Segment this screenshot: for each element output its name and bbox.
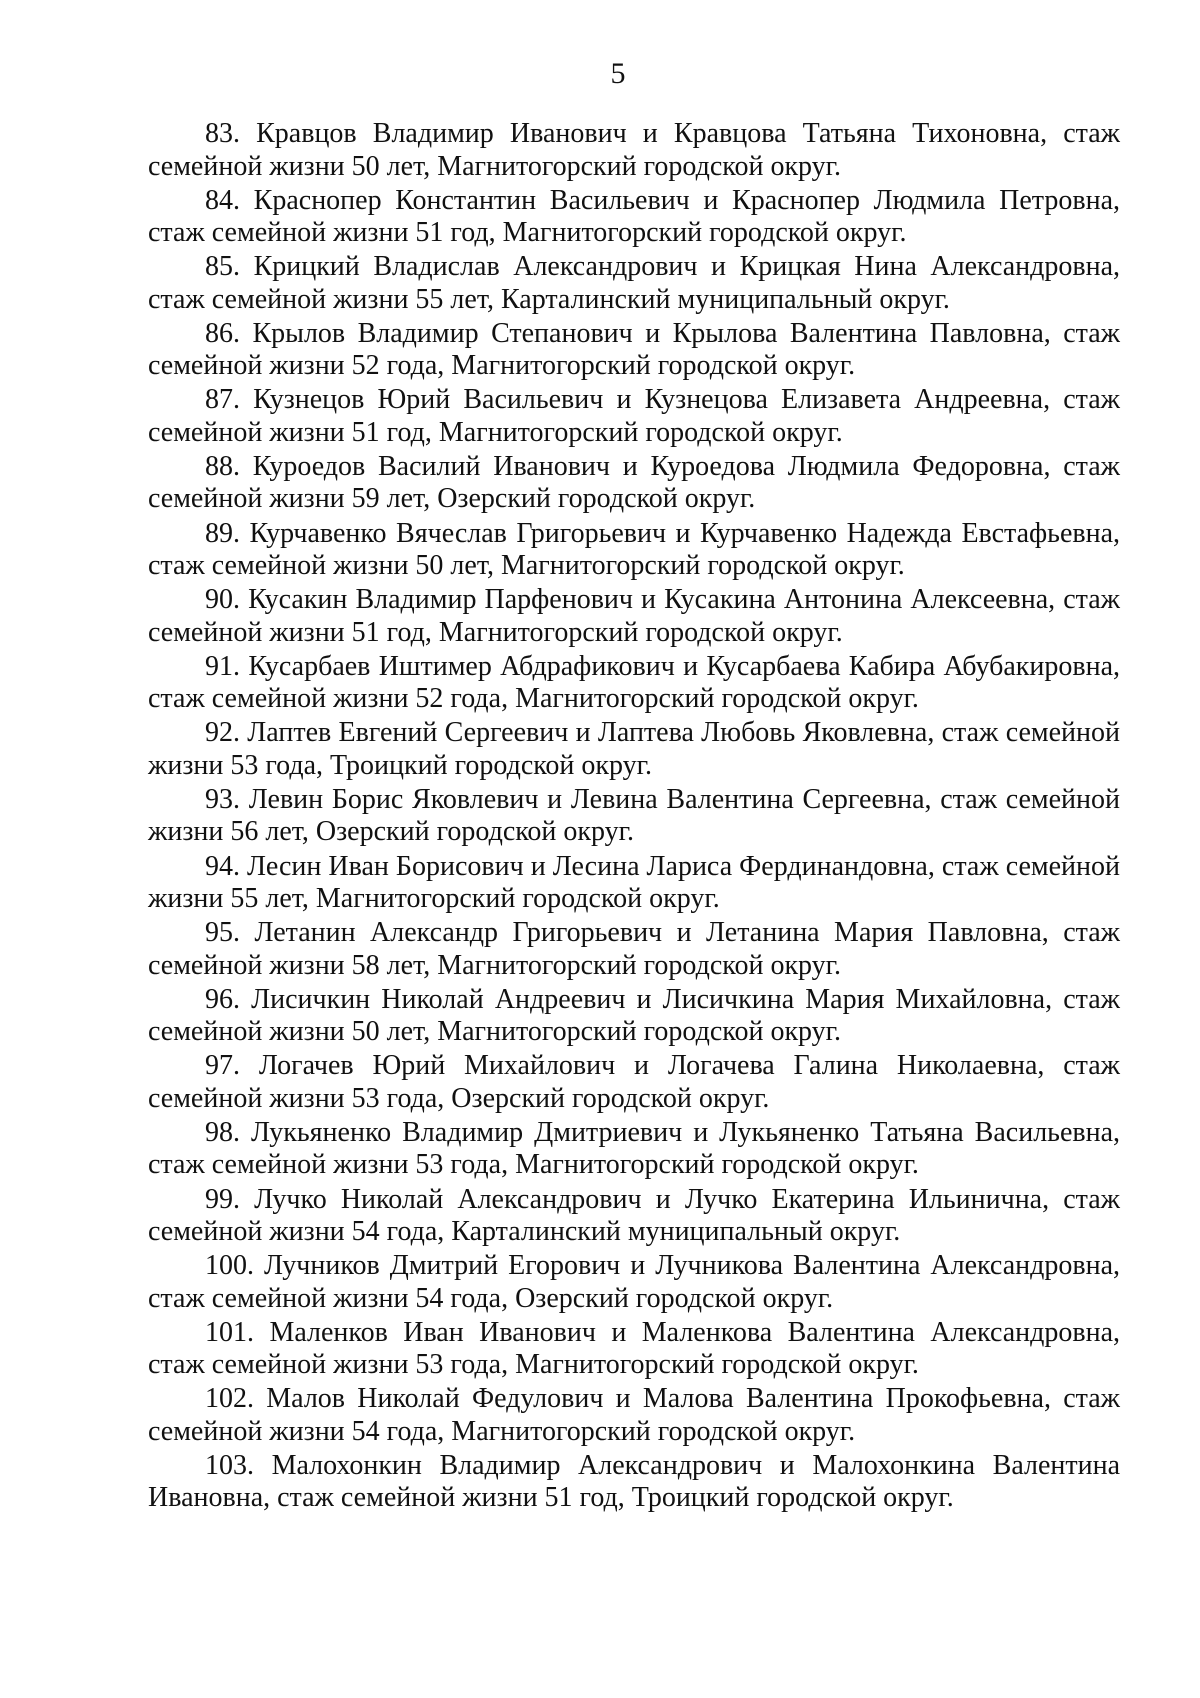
list-item-number: 99. <box>205 1183 240 1215</box>
list-item <box>148 1250 1120 1315</box>
page-number: 5 <box>610 57 626 90</box>
list-item <box>148 1317 1120 1382</box>
list-item <box>148 984 1120 1049</box>
list-item-number: 93. <box>205 783 240 815</box>
list-item <box>148 917 1120 982</box>
list-item-number: 97. <box>205 1050 240 1082</box>
list-item-number: 98. <box>205 1116 240 1148</box>
list-item-text: Летанин Александр Григорьевич и Летанина Мария Павловна, стаж семейной жизни 58 лет, Магнитогорский городской округ. <box>148 917 1120 981</box>
list-item-number: 84. <box>205 184 240 216</box>
list-item <box>148 1383 1120 1448</box>
list-item-text: Краснопер Константин Васильевич и Краснопер Людмила Петровна, стаж семейной жизни 51 год, Магнитогорский городской округ. <box>148 184 1120 249</box>
list-item <box>148 1117 1120 1182</box>
list-item <box>148 318 1120 383</box>
list-item-number: 101. <box>205 1316 254 1348</box>
list-item-number: 91. <box>205 650 240 682</box>
list-item <box>148 185 1120 250</box>
list-item-text: Лесин Иван Борисович и Лесина Лариса Фердинандовна, стаж семейной жизни 55 лет, Магнитогорский городской округ. <box>148 850 1121 915</box>
list-item-number: 100. <box>205 1250 254 1282</box>
list-item-number: 90. <box>205 584 240 616</box>
list-item <box>148 851 1120 916</box>
list-item <box>148 784 1120 849</box>
list-item-text: Маленков Иван Иванович и Маленкова Валентина Александровна, стаж семейной жизни 53 года, Магнитогорский городской округ. <box>148 1316 1121 1381</box>
list-item-text: Логачев Юрий Михайлович и Логачева Галина Николаевна, стаж семейной жизни 53 года, Озерский городской округ. <box>148 1050 1120 1114</box>
list-item-text: Лаптев Евгений Сергеевич и Лаптева Любовь Яковлевна, стаж семейной жизни 53 года, Троицкий городской округ. <box>148 717 1120 781</box>
list-item-text: Лукьяненко Владимир Дмитриевич и Лукьяненко Татьяна Васильевна, стаж семейной жизни 53 года, Магнитогорский городской округ. <box>148 1116 1121 1181</box>
list-item-number: 86. <box>205 317 240 349</box>
list-item <box>148 717 1120 782</box>
list-item <box>148 584 1120 649</box>
list-item-text: Курчавенко Вячеслав Григорьевич и Курчавенко Надежда Евстафьевна, стаж семейной жизни 50 лет, Магнитогорский городской округ. <box>148 517 1121 582</box>
list-item-number: 87. <box>205 384 240 416</box>
list-item-number: 85. <box>205 251 240 283</box>
list-item <box>148 518 1120 583</box>
list-item <box>148 451 1120 516</box>
list-item-number: 95. <box>205 917 240 949</box>
list-item <box>148 118 1120 183</box>
list-item-number: 92. <box>205 717 240 749</box>
list-item <box>148 251 1120 316</box>
list-item <box>148 651 1120 716</box>
list-item-text: Лисичкин Николай Андреевич и Лисичкина Мария Михайловна, стаж семейной жизни 50 лет, Магнитогорский городской округ. <box>148 983 1120 1048</box>
list-item-text: Кусакин Владимир Парфенович и Кусакина Антонина Алексеевна, стаж семейной жизни 51 год, Магнитогорский городской округ. <box>148 584 1121 648</box>
list-item-text: Крылов Владимир Степанович и Крылова Валентина Павловна, стаж семейной жизни 52 года, Магнитогорский городской округ. <box>148 317 1121 382</box>
list-item <box>148 1050 1120 1115</box>
list-item-text: Левин Борис Яковлевич и Левина Валентина Сергеевна, стаж семейной жизни 56 лет, Озерский городской округ. <box>148 783 1121 848</box>
list-item <box>148 1184 1120 1249</box>
list-item-text: Лучко Николай Александрович и Лучко Екатерина Ильинична, стаж семейной жизни 54 года, Карталинский муниципальный округ. <box>148 1183 1121 1247</box>
award-list <box>148 118 1120 1516</box>
list-item-number: 89. <box>205 517 240 549</box>
list-item-text: Кузнецов Юрий Васильевич и Кузнецова Елизавета Андреевна, стаж семейной жизни 51 год, Магнитогорский городской округ. <box>148 384 1120 448</box>
list-item <box>148 384 1120 449</box>
list-item-text: Малов Николай Федулович и Малова Валентина Прокофьевна, стаж семейной жизни 54 года, Магнитогорский городской округ. <box>148 1383 1121 1447</box>
list-item-text: Куроедов Василий Иванович и Куроедова Людмила Федоровна, стаж семейной жизни 59 лет, Озерский городской округ. <box>148 450 1121 515</box>
list-item-text: Кусарбаев Иштимер Абдрафикович и Кусарбаева Кабира Абубакировна, стаж семейной жизни 52 года, Магнитогорский городской округ. <box>148 650 1121 715</box>
list-item-number: 94. <box>205 850 240 882</box>
list-item-text: Лучников Дмитрий Егорович и Лучникова Валентина Александровна, стаж семейной жизни 54 года, Озерский городской округ. <box>148 1250 1120 1314</box>
list-item-number: 102. <box>205 1383 254 1415</box>
list-item-number: 83. <box>205 118 240 149</box>
list-item-text: Малохонкин Владимир Александрович и Малохонкина Валентина Ивановна, стаж семейной жизни 51 год, Троицкий городской округ. <box>148 1449 1121 1514</box>
list-item-text: Крицкий Владислав Александрович и Крицкая Нина Александровна, стаж семейной жизни 55 лет, Карталинский муниципальный округ. <box>148 251 1121 315</box>
list-item-text: Кравцов Владимир Иванович и Кравцова Татьяна Тихоновна, стаж семейной жизни 50 лет, Магнитогорский городской округ. <box>148 118 1120 182</box>
list-item-number: 103. <box>205 1449 254 1481</box>
list-item-number: 96. <box>205 983 240 1015</box>
list-item-number: 88. <box>205 450 240 482</box>
list-item <box>148 1450 1120 1515</box>
